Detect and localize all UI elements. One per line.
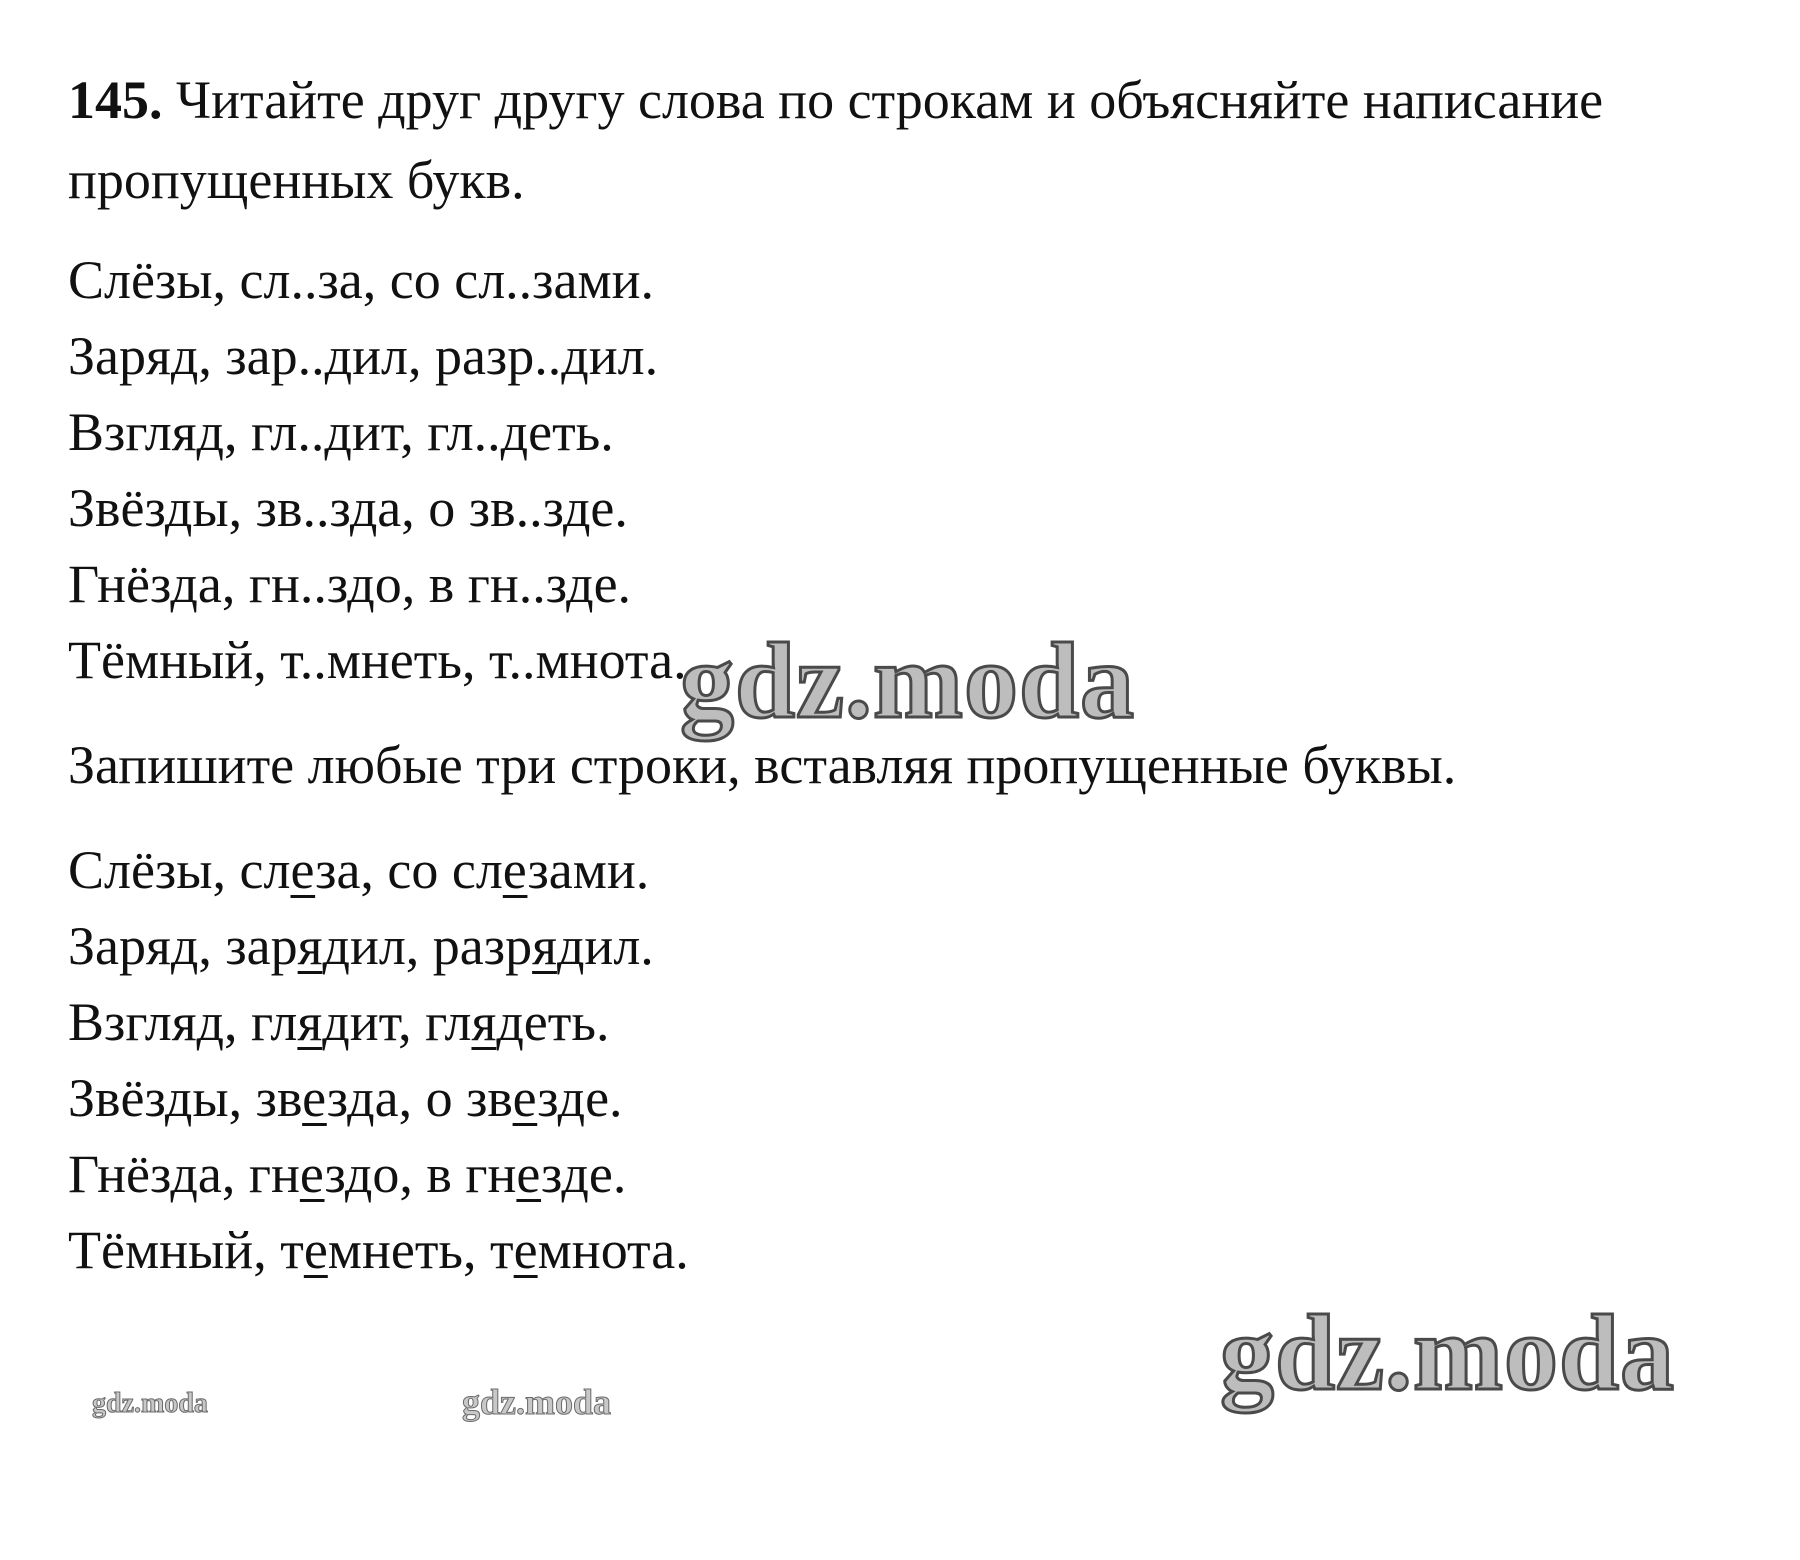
- answer-text: дит, гл: [322, 992, 472, 1052]
- answer-text: Звёзды, зв: [68, 1068, 303, 1128]
- answer-text: за, со сл: [315, 840, 503, 900]
- watermark-small: gdz.moda: [92, 1388, 208, 1419]
- answer-line: [68, 992, 610, 1052]
- inserted-letter: я: [532, 916, 557, 976]
- watermark-large: gdz.moda: [680, 622, 1136, 741]
- watermark-large: gdz.moda: [1220, 1294, 1676, 1413]
- answer-text: зами.: [527, 840, 650, 900]
- inserted-letter: е: [513, 1220, 538, 1280]
- inserted-letter: я: [297, 916, 323, 976]
- answer-line: [68, 916, 654, 976]
- inserted-letter: е: [512, 1068, 538, 1128]
- answer-text: Заряд, зар: [68, 916, 298, 976]
- answer-text: дил.: [556, 916, 654, 976]
- task-instruction-line2: пропущенных букв.: [68, 150, 525, 210]
- answer-text: зде.: [537, 1068, 623, 1128]
- answer-text: Слёзы, сл: [68, 840, 291, 900]
- answer-text: Взгляд, гл: [68, 992, 298, 1052]
- exercise-line: Звёзды, зв..зда, о зв..зде.: [68, 478, 628, 538]
- inserted-letter: я: [297, 992, 323, 1052]
- inserted-letter: е: [516, 1144, 542, 1204]
- answer-text: мнота.: [537, 1220, 689, 1280]
- answer-text: дил, разр: [322, 916, 533, 976]
- task-instruction-line1: Читайте друг другу слова по строкам и объясняйте написание: [176, 70, 1604, 130]
- answer-text: зда, о зв: [326, 1068, 513, 1128]
- inserted-letter: е: [303, 1220, 328, 1280]
- answer-line: [68, 1068, 623, 1128]
- answer-line: [68, 1144, 626, 1204]
- answer-text: Тёмный, т: [68, 1220, 304, 1280]
- inserted-letter: я: [471, 992, 497, 1052]
- answer-text: мнеть, т: [327, 1220, 514, 1280]
- watermark-small: gdz.moda: [462, 1382, 612, 1422]
- second-instruction: Запишите любые три строки, вставляя пропущенные буквы.: [68, 735, 1457, 795]
- exercise-line: Слёзы, сл..за, со сл..зами.: [68, 250, 655, 310]
- exercise-line: Взгляд, гл..дит, гл..деть.: [68, 402, 614, 462]
- exercise-line: Заряд, зар..дил, разр..дил.: [68, 326, 659, 386]
- inserted-letter: е: [290, 840, 316, 900]
- inserted-letter: е: [299, 1144, 325, 1204]
- exercise-line: Тёмный, т..мнеть, т..мнота.: [68, 630, 687, 690]
- task-heading-line2: [68, 150, 525, 210]
- answer-text: здо, в гн: [324, 1144, 517, 1204]
- inserted-letter: е: [302, 1068, 327, 1128]
- answer-text: зде.: [541, 1144, 627, 1204]
- exercise-line: Гнёзда, гн..здо, в гн..зде.: [68, 554, 632, 614]
- answer-line: [68, 1220, 689, 1280]
- answer-text: деть.: [496, 992, 610, 1052]
- task-number: 145.: [68, 70, 163, 130]
- task-heading-line1: [68, 70, 1603, 130]
- answer-line: [68, 840, 649, 900]
- inserted-letter: е: [502, 840, 528, 900]
- answer-text: Гнёзда, гн: [68, 1144, 300, 1204]
